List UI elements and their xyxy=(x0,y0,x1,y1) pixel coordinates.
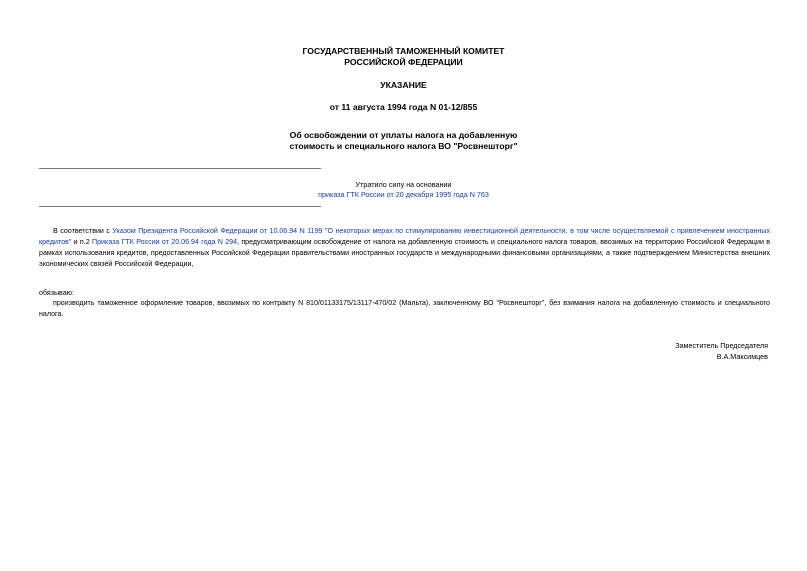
document-subject-line1: Об освобождении от уплаты налога на добавленную xyxy=(289,130,518,140)
divider-bottom xyxy=(39,206,321,207)
obligate-line: обязываю: xyxy=(39,289,74,297)
presidential-decree-link[interactable]: Указом Президента Российской Федерации от 10.06.94 N 1199 "О некоторых мерах по стимулированию инвестиционной деятельности, в том числе осуществляемой с привлечением иностранных кредитов" xyxy=(39,227,770,246)
paragraph-1-mid: и п.2 xyxy=(71,238,92,246)
committee-title-line1: ГОСУДАРСТВЕННЫЙ ТАМОЖЕННЫЙ КОМИТЕТ xyxy=(302,46,505,56)
status-note xyxy=(0,180,807,200)
signatory-position: Заместитель Председателя xyxy=(675,341,768,350)
body-paragraph-1 xyxy=(39,226,770,270)
signature-block xyxy=(675,340,768,362)
signatory-name: В.А.Максимцев xyxy=(716,352,768,361)
divider-top xyxy=(39,168,321,169)
status-note-text: Утратило силу на основании xyxy=(355,180,452,189)
document-type: УКАЗАНИЕ xyxy=(380,80,427,90)
body-paragraph-2: производить таможенное оформление товаров, ввозимых по контракту N 810/01133175/13117-470/02 (Мальта), заключенному ВО "Росвнешторг", без взимания налога на добавленную стоимость и специального налога. xyxy=(39,299,770,318)
paragraph-1-prefix: В соответствии с xyxy=(53,227,113,235)
gtk-order-link[interactable]: Приказа ГТК России от 20.06.94 года N 294 xyxy=(91,238,238,246)
repeal-order-link[interactable]: приказа ГТК России от 20 декабря 1995 года N 763 xyxy=(318,190,489,199)
document-date-number: от 11 августа 1994 года N 01-12/855 xyxy=(329,102,478,112)
committee-title-line2: РОССИЙСКОЙ ФЕДЕРАЦИИ xyxy=(344,57,463,67)
paragraph-1-suffix: , предусматривающим освобождение от налога на добавленную стоимость и специального налога товаров, ввозимых на территорию Российской Федерации в рамках использования кредитов, предоставленных Российской Федерации правительствами иностранных государств и международными финансовыми организациями, а также подтверждением Министерства внешних экономических связей Российской Федерации, xyxy=(39,238,770,268)
document-subject-line2: стоимость и специального налога ВО "Росвнешторг" xyxy=(289,141,518,151)
